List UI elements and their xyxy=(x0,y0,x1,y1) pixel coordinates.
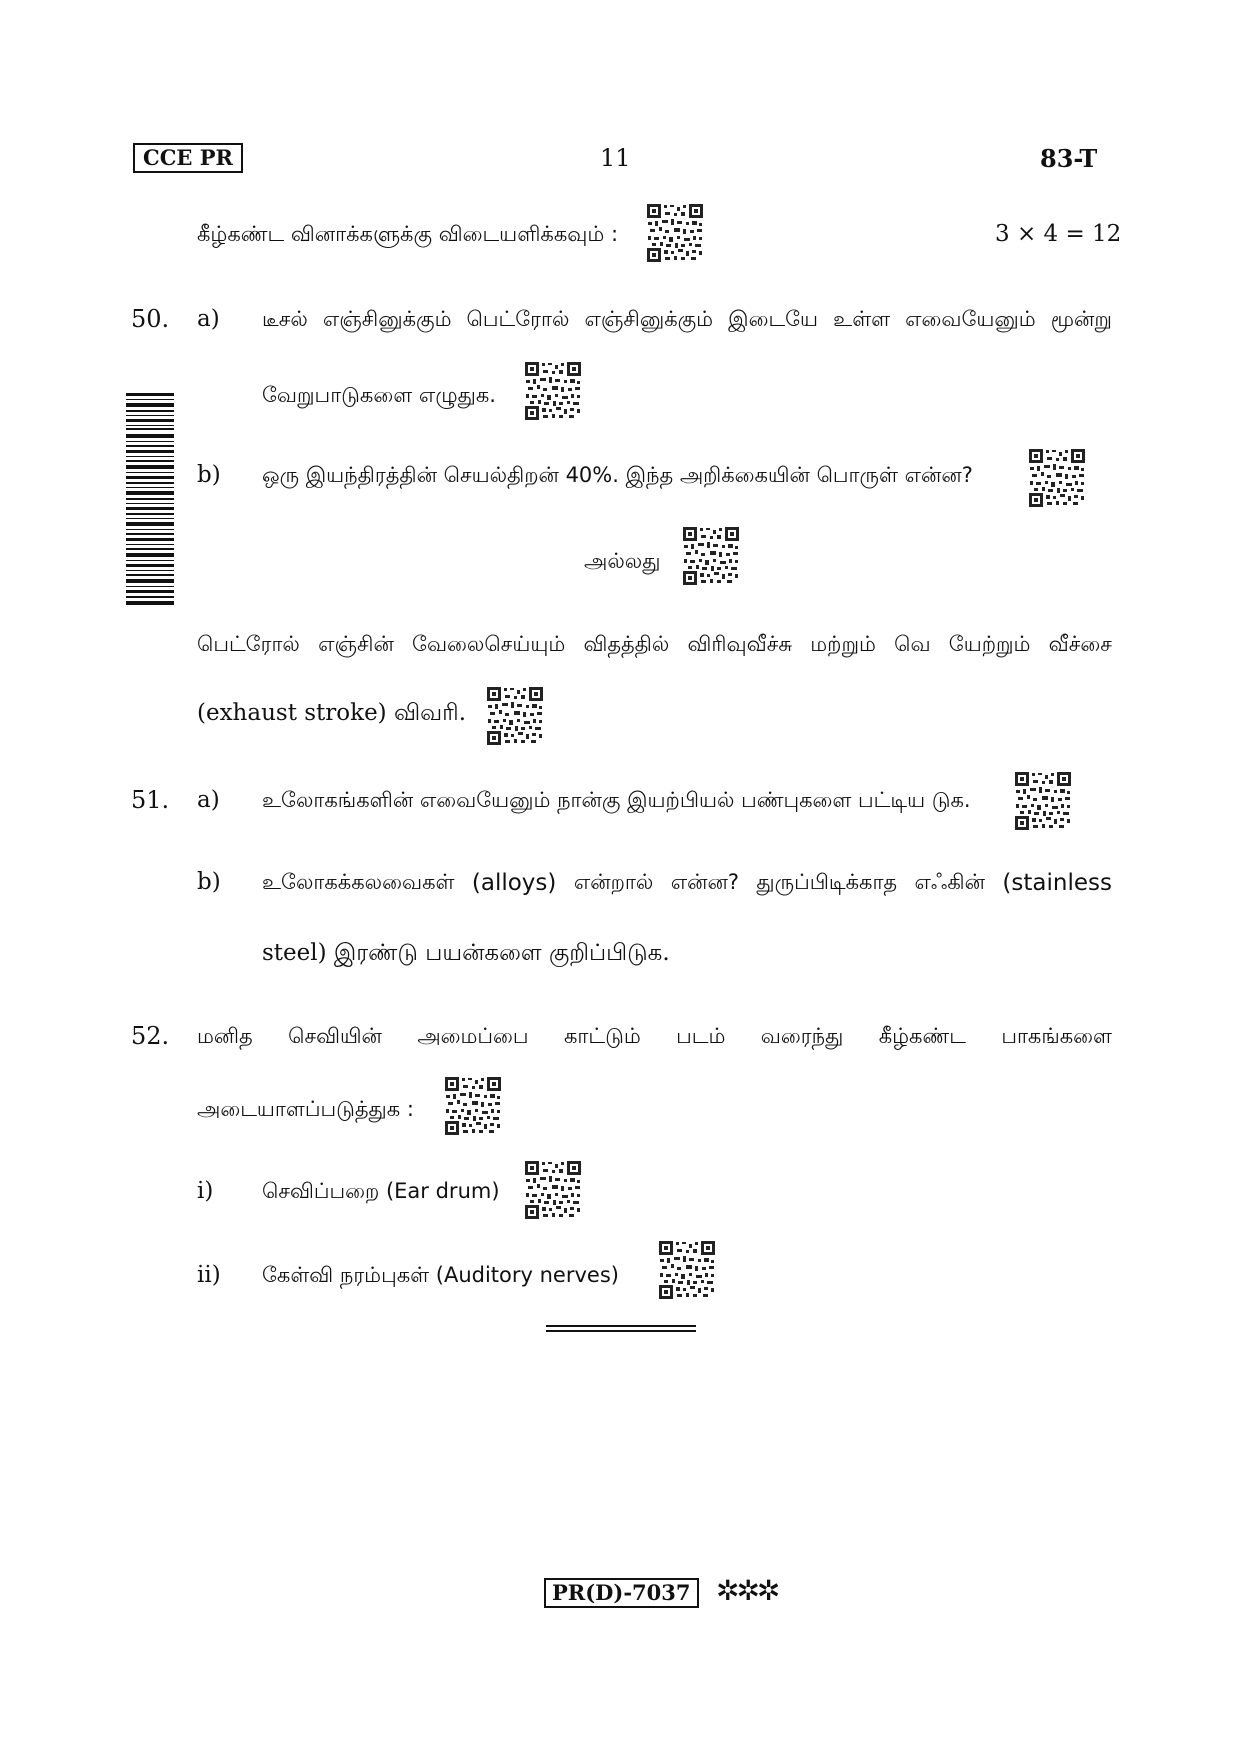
footer-code: PR(D)-7037 xyxy=(544,1578,699,1608)
word: அமைப்பை xyxy=(417,1024,529,1048)
word: (alloys) xyxy=(471,870,557,896)
word: இடையே xyxy=(728,307,819,331)
word: வேலைசெய்யும் xyxy=(412,632,566,656)
word: விரிவுவீச்சு xyxy=(687,632,793,656)
question-number-50: 50. xyxy=(131,305,170,333)
word: எஃகின் xyxy=(914,870,985,894)
word: எவையேனும் xyxy=(905,307,1036,331)
word: செவியின் xyxy=(288,1024,382,1048)
qr-code-icon xyxy=(486,686,544,746)
word: மற்றும் xyxy=(810,632,876,656)
question-51b-line1 xyxy=(262,870,1112,897)
option-label-51a: a) xyxy=(197,787,220,813)
question-51b-line2: steel) இரண்டு பயன்களை குறிப்பிடுக. xyxy=(262,940,670,966)
option-label-50a: a) xyxy=(197,306,220,332)
question-50a-line1 xyxy=(262,307,1112,334)
sub-label-ii: ii) xyxy=(197,1262,221,1288)
word: வீச்சை xyxy=(1048,632,1112,656)
word: மூன்று xyxy=(1050,307,1112,331)
end-double-rule xyxy=(546,1325,696,1332)
word: உலோகக்கலவைகள் xyxy=(262,870,455,894)
qr-code-icon xyxy=(524,1160,582,1220)
word: (stainless xyxy=(1002,870,1112,896)
question-50b-text: ஒரு இயந்திரத்தின் செயல்திறன் 40%. இந்த அறிக்கையின் பொருள் என்ன? xyxy=(262,463,973,487)
qr-code-icon xyxy=(524,361,582,421)
qr-code-icon xyxy=(1014,771,1072,831)
word: விதத்தில் xyxy=(583,632,670,656)
word: கீழ்கண்ட xyxy=(878,1024,966,1048)
word: எஞ்சினுக்கும் xyxy=(584,307,714,331)
word: படம் xyxy=(676,1024,726,1048)
word: மனித xyxy=(197,1024,253,1048)
word: துருப்பிடிக்காத xyxy=(756,870,898,894)
qr-code-icon xyxy=(646,203,704,263)
qr-code-icon xyxy=(444,1076,502,1136)
word: வரைந்து xyxy=(760,1024,844,1048)
instruction-text: கீழ்கண்ட வினாக்களுக்கு விடையளிக்கவும் : xyxy=(197,222,619,246)
question-50-alt-line1 xyxy=(197,632,1112,659)
word: உள்ள xyxy=(833,307,891,331)
word: டீசல் xyxy=(262,307,308,331)
word: என்ன? xyxy=(670,870,739,894)
word: யேற்றும் xyxy=(948,632,1031,656)
paper-code-right: 83-T xyxy=(1040,144,1098,173)
word: பெட்ரோல் xyxy=(197,632,300,656)
question-50-alt-line2: (exhaust stroke) விவரி. xyxy=(197,700,467,726)
qr-code-icon xyxy=(1028,448,1086,508)
word: வெ xyxy=(894,632,931,656)
question-52-line2: அடையாளப்படுத்துக : xyxy=(197,1097,414,1121)
word: எஞ்சின் xyxy=(318,632,394,656)
question-number-52: 52. xyxy=(131,1022,170,1050)
qr-code-icon xyxy=(682,526,740,586)
option-label-51b: b) xyxy=(197,869,221,895)
sub-label-i: i) xyxy=(197,1178,214,1204)
word: பெட்ரோல் xyxy=(466,307,570,331)
part-ear-drum: செவிப்பறை (Ear drum) xyxy=(262,1179,500,1203)
footer-ornament: ✲✲✲ xyxy=(716,1574,778,1607)
word: காட்டும் xyxy=(563,1024,641,1048)
word: பாகங்களை xyxy=(1001,1024,1112,1048)
part-auditory-nerves: கேள்வி நரம்புகள் (Auditory nerves) xyxy=(262,1263,619,1287)
marks-text: 3 × 4 = 12 xyxy=(995,221,1122,247)
page-number: 11 xyxy=(600,144,631,172)
question-51a-text: உலோகங்களின் எவையேனும் நான்கு இயற்பியல் பண்புகளை பட்டிய டுக. xyxy=(262,788,971,812)
or-text: அல்லது xyxy=(584,549,661,573)
barcode-icon xyxy=(126,393,174,605)
question-number-51: 51. xyxy=(131,786,170,814)
paper-code-left: CCE PR xyxy=(133,143,243,173)
option-label-50b: b) xyxy=(197,462,221,488)
word: எஞ்சினுக்கும் xyxy=(322,307,452,331)
word: என்றால் xyxy=(573,870,654,894)
qr-code-icon xyxy=(658,1240,716,1300)
question-50a-line2: வேறுபாடுகளை எழுதுக. xyxy=(262,383,496,407)
question-52-line1 xyxy=(197,1024,1112,1051)
